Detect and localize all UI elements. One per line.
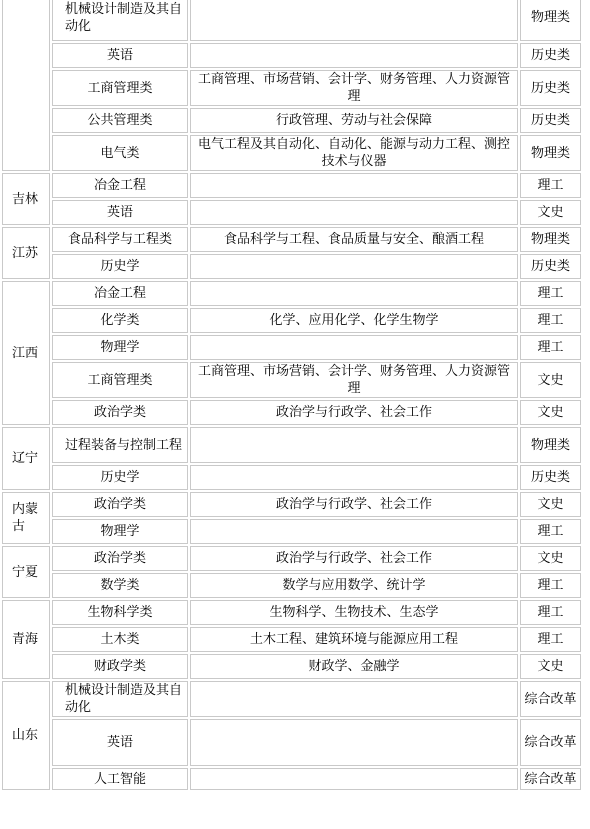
major-cell: 食品科学与工程类 xyxy=(52,227,188,252)
sub-majors-cell: 电气工程及其自动化、自动化、能源与动力工程、测控技术与仪器 xyxy=(190,135,518,171)
category-cell: 文史 xyxy=(520,400,581,425)
sub-majors-cell xyxy=(190,681,518,717)
table-row xyxy=(2,335,581,360)
table-row xyxy=(2,362,581,398)
category-cell: 理工 xyxy=(520,335,581,360)
table-row xyxy=(2,0,581,41)
sub-majors-cell xyxy=(190,0,518,41)
category-cell: 文史 xyxy=(520,654,581,679)
category-cell: 理工 xyxy=(520,281,581,306)
table-row xyxy=(2,627,581,652)
table-row xyxy=(2,400,581,425)
province-cell: 江苏 xyxy=(2,227,50,279)
table-row xyxy=(2,308,581,333)
major-cell: 英语 xyxy=(52,43,188,68)
sub-majors-cell: 政治学与行政学、社会工作 xyxy=(190,400,518,425)
sub-majors-cell xyxy=(190,427,518,463)
sub-majors-cell xyxy=(190,519,518,544)
sub-majors-cell: 行政管理、劳动与社会保障 xyxy=(190,108,518,133)
category-cell: 理工 xyxy=(520,519,581,544)
sub-majors-cell xyxy=(190,719,518,766)
major-cell: 公共管理类 xyxy=(52,108,188,133)
major-cell: 过程装备与控制工程 xyxy=(52,427,188,463)
table-row xyxy=(2,43,581,68)
table-row xyxy=(2,600,581,625)
major-cell: 历史学 xyxy=(52,254,188,279)
table-row xyxy=(2,254,581,279)
table-row xyxy=(2,70,581,106)
sub-majors-cell: 财政学、金融学 xyxy=(190,654,518,679)
category-cell: 理工 xyxy=(520,600,581,625)
major-cell: 物理学 xyxy=(52,335,188,360)
major-cell: 政治学类 xyxy=(52,400,188,425)
category-cell: 综合改革 xyxy=(520,681,581,717)
major-cell: 电气类 xyxy=(52,135,188,171)
major-cell: 工商管理类 xyxy=(52,70,188,106)
category-cell: 文史 xyxy=(520,492,581,517)
category-cell: 物理类 xyxy=(520,227,581,252)
category-cell: 历史类 xyxy=(520,70,581,106)
sub-majors-cell: 土木工程、建筑环境与能源应用工程 xyxy=(190,627,518,652)
category-cell: 理工 xyxy=(520,308,581,333)
province-cell: 内蒙古 xyxy=(2,492,50,544)
category-cell: 文史 xyxy=(520,362,581,398)
category-cell: 综合改革 xyxy=(520,768,581,790)
major-cell: 土木类 xyxy=(52,627,188,652)
category-cell: 历史类 xyxy=(520,43,581,68)
major-cell: 政治学类 xyxy=(52,492,188,517)
table-row xyxy=(2,135,581,171)
province-cell: 吉林 xyxy=(2,173,50,225)
sub-majors-cell: 工商管理、市场营销、会计学、财务管理、人力资源管理 xyxy=(190,70,518,106)
table-body xyxy=(2,0,581,790)
table-row xyxy=(2,427,581,463)
category-cell: 物理类 xyxy=(520,0,581,41)
sub-majors-cell xyxy=(190,768,518,790)
sub-majors-cell xyxy=(190,254,518,279)
table-row xyxy=(2,654,581,679)
sub-majors-cell: 生物科学、生物技术、生态学 xyxy=(190,600,518,625)
table-row xyxy=(2,573,581,598)
major-cell: 冶金工程 xyxy=(52,173,188,198)
table-row xyxy=(2,546,581,571)
sub-majors-cell xyxy=(190,335,518,360)
category-cell: 理工 xyxy=(520,573,581,598)
major-cell: 物理学 xyxy=(52,519,188,544)
province-cell: 山东 xyxy=(2,681,50,790)
category-cell: 综合改革 xyxy=(520,719,581,766)
sub-majors-cell: 数学与应用数学、统计学 xyxy=(190,573,518,598)
sub-majors-cell xyxy=(190,200,518,225)
table-row xyxy=(2,681,581,717)
table-row xyxy=(2,227,581,252)
category-cell: 历史类 xyxy=(520,254,581,279)
province-cell xyxy=(2,0,50,171)
major-cell: 冶金工程 xyxy=(52,281,188,306)
major-cell: 英语 xyxy=(52,200,188,225)
table-row xyxy=(2,200,581,225)
table-row xyxy=(2,719,581,766)
province-cell: 江西 xyxy=(2,281,50,425)
major-cell: 人工智能 xyxy=(52,768,188,790)
table-row xyxy=(2,108,581,133)
table-row xyxy=(2,281,581,306)
table-row xyxy=(2,465,581,490)
sub-majors-cell: 化学、应用化学、化学生物学 xyxy=(190,308,518,333)
major-cell: 历史学 xyxy=(52,465,188,490)
major-cell: 生物科学类 xyxy=(52,600,188,625)
category-cell: 文史 xyxy=(520,546,581,571)
sub-majors-cell: 食品科学与工程、食品质量与安全、酿酒工程 xyxy=(190,227,518,252)
sub-majors-cell: 政治学与行政学、社会工作 xyxy=(190,492,518,517)
major-cell: 财政学类 xyxy=(52,654,188,679)
province-cell: 宁夏 xyxy=(2,546,50,598)
sub-majors-cell xyxy=(190,281,518,306)
province-cell: 青海 xyxy=(2,600,50,679)
category-cell: 历史类 xyxy=(520,465,581,490)
major-cell: 机械设计制造及其自动化 xyxy=(52,681,188,717)
sub-majors-cell xyxy=(190,43,518,68)
major-cell: 政治学类 xyxy=(52,546,188,571)
major-cell: 机械设计制造及其自动化 xyxy=(52,0,188,41)
table-row xyxy=(2,492,581,517)
category-cell: 历史类 xyxy=(520,108,581,133)
major-cell: 化学类 xyxy=(52,308,188,333)
major-cell: 数学类 xyxy=(52,573,188,598)
province-cell: 辽宁 xyxy=(2,427,50,490)
sub-majors-cell xyxy=(190,173,518,198)
category-cell: 理工 xyxy=(520,173,581,198)
category-cell: 物理类 xyxy=(520,427,581,463)
sub-majors-cell: 政治学与行政学、社会工作 xyxy=(190,546,518,571)
table-row xyxy=(2,519,581,544)
major-cell: 工商管理类 xyxy=(52,362,188,398)
sub-majors-cell: 工商管理、市场营销、会计学、财务管理、人力资源管理 xyxy=(190,362,518,398)
category-cell: 文史 xyxy=(520,200,581,225)
sub-majors-cell xyxy=(190,465,518,490)
table-row xyxy=(2,768,581,790)
category-cell: 理工 xyxy=(520,627,581,652)
major-cell: 英语 xyxy=(52,719,188,766)
table-row xyxy=(2,173,581,198)
category-cell: 物理类 xyxy=(520,135,581,171)
